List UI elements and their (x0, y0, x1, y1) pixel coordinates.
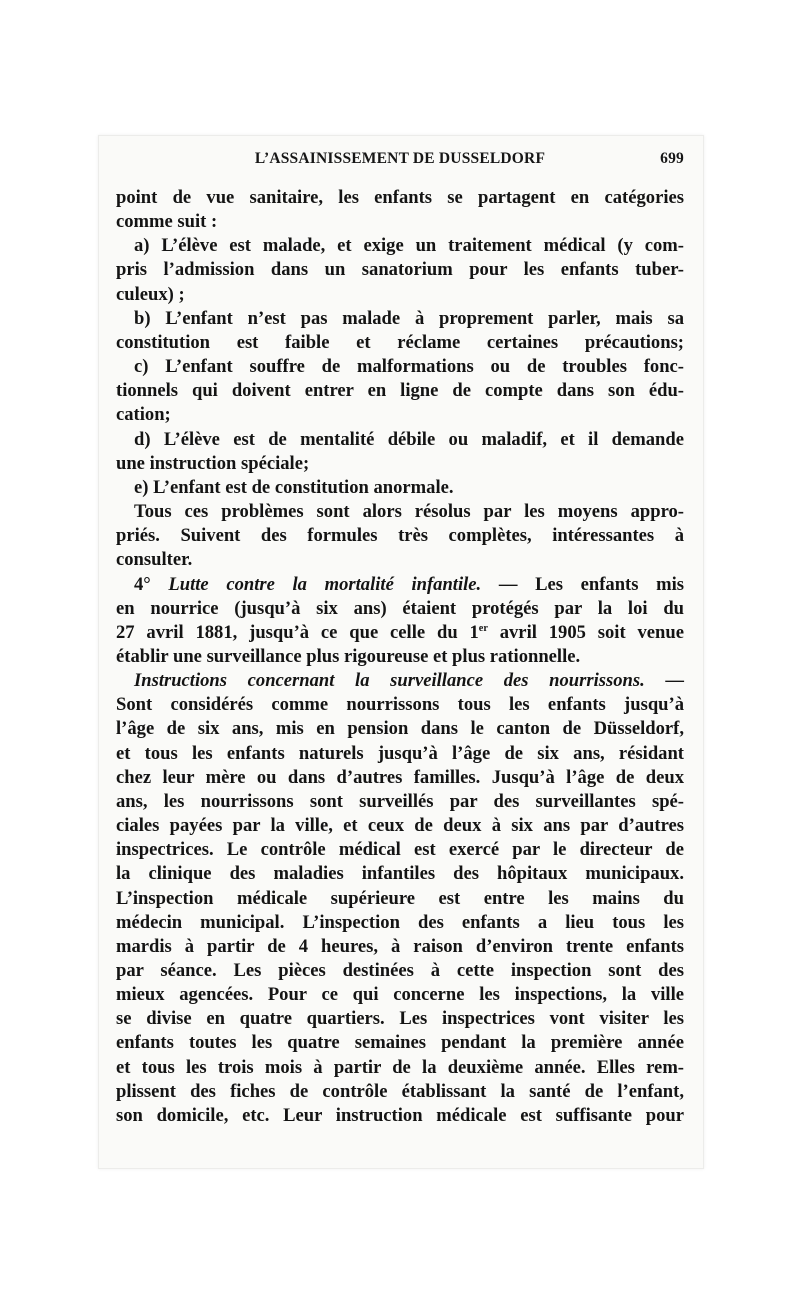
text-line: et tous les enfants naturels jusqu’à l’âge de six ans, résidant (116, 742, 684, 764)
text-line: plissent des fiches de contrôle établissant la santé de l’enfant, (116, 1080, 684, 1102)
text-line: e) L’enfant est de constitution anormale. (134, 476, 454, 498)
text-line: a) L’élève est malade, et exige un traitement médical (y com- (134, 235, 684, 257)
subheading-title: Instructions concernant la surveillance des nourrissons. (134, 670, 645, 692)
text-line: enfants toutes les quatre semaines pendant la première année (116, 1032, 684, 1054)
section-lead-text: — Les enfants mis (481, 573, 684, 595)
page-number: 699 (660, 150, 684, 167)
ordinal-superscript: er (478, 622, 488, 634)
running-title: L’ASSAINISSEMENT DE DUSSELDORF (254, 150, 546, 167)
text-line: son domicile, etc. Leur instruction médicale est suffisante pour (116, 1104, 684, 1126)
text-line: une instruction spéciale; (116, 452, 310, 474)
text-line: consulter. (116, 549, 193, 571)
text-line: se divise en quatre quartiers. Les inspectrices vont visiter les (116, 1008, 684, 1030)
text-line: L’inspection médicale supérieure est entre les mains du (116, 887, 684, 909)
text-line: comme suit : (116, 211, 218, 233)
text-line: par séance. Les pièces destinées à cette inspection sont des (116, 960, 684, 981)
text-line: mieux agencées. Pour ce qui concerne les inspections, la ville (116, 984, 684, 1006)
text-line: la clinique des maladies infantiles des hôpitaux municipaux. (116, 863, 684, 885)
text-line: culeux) ; (116, 283, 185, 305)
subheading-dash: — (644, 670, 684, 692)
text-line: médecin municipal. L’inspection des enfants a lieu tous les (116, 911, 684, 933)
text-line: mardis à partir de 4 heures, à raison d’environ trente enfants (116, 935, 684, 957)
text-line: cation; (116, 404, 171, 426)
running-head (116, 150, 684, 172)
text-line: établir une surveillance plus rigoureuse et plus rationnelle. (116, 645, 581, 667)
section-title: Lutte contre la mortalité infantile. (168, 573, 482, 595)
text-line: Tous ces problèmes sont alors résolus par les moyens appro- (134, 501, 684, 523)
text-line-subheading (116, 669, 684, 693)
text-line: tionnels qui doivent entrer en ligne de compte dans son édu- (116, 380, 684, 402)
text-line: point de vue sanitaire, les enfants se partagent en catégories (116, 187, 684, 208)
text-fragment: avril 1905 soit venue (487, 621, 684, 643)
text-line: l’âge de six ans, mis en pension dans le canton de Düsseldorf, (116, 718, 684, 740)
text-line: c) L’enfant souffre de malformations ou de troubles fonc- (134, 356, 684, 378)
text-fragment: 27 avril 1881, jusqu’à ce que celle du 1 (116, 621, 479, 643)
text-line: en nourrice (jusqu’à six ans) étaient protégés par la loi du (116, 597, 684, 619)
text-line: d) L’élève est de mentalité débile ou maladif, et il demande (134, 428, 684, 450)
body-text (116, 186, 684, 1128)
section-number: 4° (134, 573, 151, 595)
text-line: et tous les trois mois à partir de la deuxième année. Elles rem- (116, 1056, 684, 1078)
text-line: priés. Suivent des formules très complètes, intéressantes à (116, 525, 684, 547)
text-line: inspectrices. Le contrôle médical est exercé par le directeur de (116, 839, 684, 861)
text-line: constitution est faible et réclame certaines précautions; (116, 331, 684, 353)
text-line: b) L’enfant n’est pas malade à proprement parler, mais sa (134, 307, 684, 329)
text-line: pris l’admission dans un sanatorium pour les enfants tuber- (116, 259, 684, 281)
text-line (116, 621, 684, 645)
text-line-section-heading (116, 573, 684, 597)
text-line: ans, les nourrissons sont surveillés par des surveillantes spé- (116, 790, 684, 812)
text-line: ciales payées par la ville, et ceux de deux à six ans par d’autres (116, 815, 684, 837)
text-line: Sont considérés comme nourrissons tous les enfants jusqu’à (116, 694, 684, 716)
text-line: chez leur mère ou dans d’autres familles. Jusqu’à l’âge de deux (116, 766, 684, 788)
